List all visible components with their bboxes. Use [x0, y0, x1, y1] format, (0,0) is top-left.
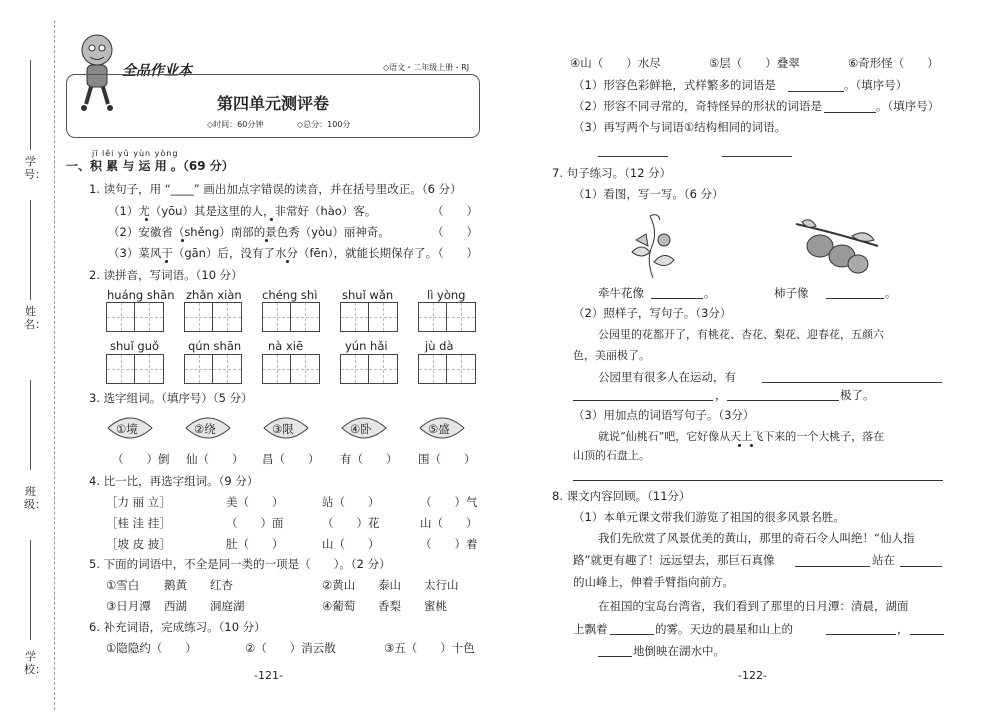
- binding-strip: [0, 0, 58, 722]
- emphasis-dot: [738, 444, 741, 447]
- cut-line: [54, 20, 55, 710]
- emphasis-dot: [750, 444, 753, 447]
- q6-item-5[interactable]: ⑤层（ ）叠翠: [709, 56, 800, 70]
- q7-sub-1: （1）看图，写一写。（6 分）: [573, 187, 724, 201]
- answer-line[interactable]: [910, 634, 944, 635]
- answer-line[interactable]: [762, 382, 942, 383]
- q1-answer-2[interactable]: （ ）: [432, 225, 478, 239]
- q2-pinyin-10: jù dà: [425, 339, 454, 353]
- q8-sub-1: （1）本单元课文带我们游览了祖国的很多风景名胜。: [573, 510, 845, 524]
- answer-line[interactable]: [900, 566, 942, 567]
- period: 。: [885, 286, 897, 300]
- q7-img1-label: 牵牛花像: [598, 286, 644, 300]
- q8-p1-line-3: 的山峰上，伸着手臂指向前方。: [573, 575, 734, 589]
- q6-sub-2-end: 。（填序号）: [876, 99, 940, 113]
- q6-item-6[interactable]: ⑥奇形怪（ ）: [848, 56, 939, 70]
- student-id-label: 学号：: [24, 155, 46, 181]
- q2-pinyin-3: chéng shì: [262, 288, 318, 302]
- class-label: 班级：: [24, 485, 46, 511]
- q3-blank-3[interactable]: 昌（ ）: [262, 452, 320, 466]
- page-title: 第四单元测评卷: [216, 94, 329, 113]
- answer-line[interactable]: [610, 634, 654, 635]
- class-line: [30, 380, 31, 470]
- answer-line[interactable]: [795, 566, 870, 567]
- q1-item-2: （2）安徽省（shěng）南部的景色秀（yòu）丽神奇。: [108, 225, 390, 239]
- persimmon-icon: [792, 218, 882, 278]
- course-label: ◇语文・二年级上册・RJ: [383, 63, 470, 72]
- q1-answer-1[interactable]: （ ）: [432, 204, 478, 218]
- q7-task-c: 极了。: [840, 388, 875, 402]
- q3-char-5: ⑤盛: [428, 422, 450, 436]
- q5-opt[interactable]: ④葡萄: [322, 599, 356, 613]
- q2-pinyin-6: shuǐ guǒ: [110, 339, 160, 353]
- q7-sub-2: （2）照样子，写句子。（3分）: [573, 306, 732, 320]
- exam-score: ◇总分：100分: [297, 120, 351, 129]
- q6-item-4[interactable]: ④山（ ）水尽: [570, 56, 661, 70]
- writing-grid[interactable]: [106, 302, 164, 332]
- q4-blank[interactable]: 美（ ）: [226, 495, 284, 509]
- writing-grid[interactable]: [184, 302, 242, 332]
- q4-group-1: ［力 丽 立］: [106, 495, 171, 509]
- q5-word: 红杏: [210, 578, 233, 592]
- q2-pinyin-1: huáng shān: [107, 288, 175, 302]
- q5-word: 鹅黄: [164, 578, 187, 592]
- q2-pinyin-7: qún shān: [188, 339, 242, 353]
- writing-grid[interactable]: [106, 354, 164, 384]
- q6-sub-3: （3）再写两个与词语①结构相同的词语。: [573, 120, 787, 134]
- q8-p1-line-2b: 站在: [872, 553, 895, 567]
- page-number-left: -121-: [254, 669, 283, 682]
- q1-item-1: （1）尤（yōu）其是这里的人，非常好（hào）客。: [108, 204, 377, 218]
- q6-item-1[interactable]: ①隐隐约（ ）: [106, 641, 197, 655]
- answer-line[interactable]: [727, 400, 839, 401]
- writing-grid[interactable]: [340, 302, 398, 332]
- q1-item-3: （3）菜风干（gān）后，没有了水分（fēn），就能长期保存了。: [108, 246, 438, 260]
- answer-line[interactable]: [826, 634, 896, 635]
- answer-line[interactable]: [573, 400, 713, 401]
- q1-answer-3[interactable]: （ ）: [432, 246, 478, 260]
- emphasis-dot: [181, 239, 184, 242]
- answer-line[interactable]: [651, 298, 703, 299]
- emphasis-dot: [165, 260, 168, 263]
- q3-char-2: ②绕: [194, 422, 216, 436]
- q8-stem: 8. 课文内容回顾。（11分）: [552, 489, 691, 503]
- q6-sub-1-end: 。（填序号）: [844, 78, 908, 92]
- name-label: 姓名：: [24, 305, 46, 331]
- answer-line[interactable]: [788, 91, 844, 92]
- q8-p2-line-2a: 上飘着: [573, 622, 608, 636]
- answer-line[interactable]: [573, 480, 943, 481]
- q3-char-1: ①境: [116, 422, 138, 436]
- q4-blank[interactable]: 站（ ）: [322, 495, 380, 509]
- answer-line[interactable]: [598, 156, 668, 157]
- q7-example-line-1: 公园里的花都开了，有桃花、杏花、梨花、迎春花，五颜六: [598, 328, 884, 341]
- q8-p1-line-2a: 路”就更有趣了！远远望去，那巨石真像: [573, 553, 775, 567]
- q4-group-3: ［坡 皮 披］: [106, 537, 171, 551]
- q6-sub-2: （2）形容不同寻常的，奇特怪异的形状的词语是: [573, 99, 822, 113]
- q3-blank-1[interactable]: （ ）倒: [112, 452, 170, 466]
- q7-sub-3: （3）用加点的词语写句子。（3分）: [573, 408, 755, 422]
- q8-p2-line-1: 在祖国的宝岛台湾省，我们看到了那里的日月潭：清晨，湖面: [598, 599, 909, 613]
- brand-logo: 全品作业本: [122, 63, 192, 79]
- q4-blank[interactable]: （ ）气: [420, 495, 478, 509]
- q2-pinyin-2: zhǎn xiàn: [186, 288, 242, 302]
- q4-blank[interactable]: 山（ ）: [420, 516, 478, 530]
- q2-pinyin-5: lì yòng: [427, 288, 466, 302]
- q5-word: 泰山: [378, 578, 401, 592]
- q3-blank-4[interactable]: 有（ ）: [340, 452, 398, 466]
- q7-task-b: ，: [715, 388, 727, 402]
- q5-opt[interactable]: ③日月潭: [106, 599, 151, 613]
- q5-stem: 5. 下面的词语中，不全是同一类的一项是（ ）。（2 分）: [89, 557, 391, 571]
- q5-word: 蜜桃: [424, 599, 447, 613]
- q7-s3-line-1: 就说“仙桃石”吧，它好像从天上飞下来的一个大桃子，落在: [598, 430, 885, 443]
- q5-word: 西湖: [164, 599, 187, 613]
- q7-img2-label: 柿子像: [774, 286, 809, 300]
- q7-stem: 7. 句子练习。（12 分）: [552, 166, 672, 180]
- writing-grid[interactable]: [262, 354, 320, 384]
- q8-p2-line-2b: 的雾。天边的晨星和山上的: [655, 622, 793, 636]
- student-id-line: [30, 60, 31, 150]
- q4-blank[interactable]: 山（ ）: [322, 537, 380, 551]
- q5-word: 洞庭湖: [210, 599, 245, 613]
- morning-glory-icon: [628, 210, 678, 280]
- q8-p2-line-3: 地倒映在湖水中。: [633, 644, 725, 658]
- answer-line[interactable]: [826, 298, 884, 299]
- q5-word: 太行山: [424, 578, 459, 592]
- q5-opt[interactable]: ②黄山: [322, 578, 356, 592]
- q6-item-3[interactable]: ③五（ ）十色: [384, 641, 475, 655]
- q7-task-a: 公园里有很多人在运动，有: [598, 370, 736, 384]
- q2-pinyin-9: yún hǎi: [345, 339, 388, 353]
- section-title: 一、积 累 与 运 用 。（69 分）: [66, 159, 234, 173]
- writing-grid[interactable]: [418, 354, 476, 384]
- q3-stem: 3. 选字组词。（填序号）（5 分）: [89, 391, 253, 405]
- writing-grid[interactable]: [262, 302, 320, 332]
- q6-sub-1: （1）形容色彩鲜艳，式样繁多的词语是: [573, 78, 776, 92]
- section-pinyin: jī lěi yǔ yùn yòng: [92, 149, 179, 158]
- period: 。: [704, 286, 716, 300]
- q4-blank[interactable]: （ ）花: [322, 516, 380, 530]
- writing-grid[interactable]: [418, 302, 476, 332]
- page-number-right: -122-: [738, 669, 767, 682]
- answer-line[interactable]: [824, 112, 876, 113]
- q5-word: 香梨: [378, 599, 401, 613]
- q4-blank[interactable]: （ ）面: [226, 516, 284, 530]
- q2-pinyin-8: nà xiē: [268, 339, 304, 353]
- q8-p2-line-2c: ，: [897, 622, 909, 636]
- q3-char-4: ④卧: [350, 422, 372, 436]
- name-line: [30, 200, 31, 300]
- q3-blank-5[interactable]: 围（ ）: [418, 452, 476, 466]
- q4-blank[interactable]: 肚（ ）: [226, 537, 284, 551]
- school-line: [30, 540, 31, 640]
- q2-pinyin-4: shuǐ wǎn: [342, 288, 394, 302]
- q3-blank-2[interactable]: 仙（ ）: [186, 452, 244, 466]
- writing-grid[interactable]: [184, 354, 242, 384]
- header-box: [66, 74, 480, 138]
- q8-p1-line-1: 我们先欣赏了风景优美的黄山，那里的奇石令人叫绝！“仙人指: [598, 531, 915, 545]
- q1-stem: 1. 读句子，用 “____” 画出加点字错误的读音，并在括号里改正。（6 分）: [89, 182, 462, 196]
- q6-stem: 6. 补充词语，完成练习。（10 分）: [89, 620, 266, 634]
- q6-item-2[interactable]: ②（ ）消云散: [245, 641, 336, 655]
- q4-group-2: ［桂 洼 挂］: [106, 516, 171, 530]
- writing-grid[interactable]: [340, 354, 398, 384]
- emphasis-dot: [270, 218, 273, 221]
- emphasis-dot: [265, 239, 268, 242]
- school-label: 学校：: [24, 650, 46, 676]
- answer-line[interactable]: [598, 656, 632, 657]
- q7-s3-line-2: 山顶的石盘上。: [573, 449, 650, 462]
- answer-line[interactable]: [722, 156, 792, 157]
- q2-stem: 2. 读拼音，写词语。（10 分）: [89, 268, 243, 282]
- exam-time: ◇时间：60分钟: [207, 120, 264, 129]
- q5-opt[interactable]: ①雪白: [106, 578, 140, 592]
- q4-stem: 4. 比一比，再选字组词。（9 分）: [89, 474, 259, 488]
- q7-example-line-2: 色，美丽极了。: [573, 349, 650, 362]
- emphasis-dot: [145, 218, 148, 221]
- emphasis-dot: [286, 260, 289, 263]
- q4-blank[interactable]: （ ）着: [420, 537, 478, 551]
- q3-char-3: ③限: [272, 422, 294, 436]
